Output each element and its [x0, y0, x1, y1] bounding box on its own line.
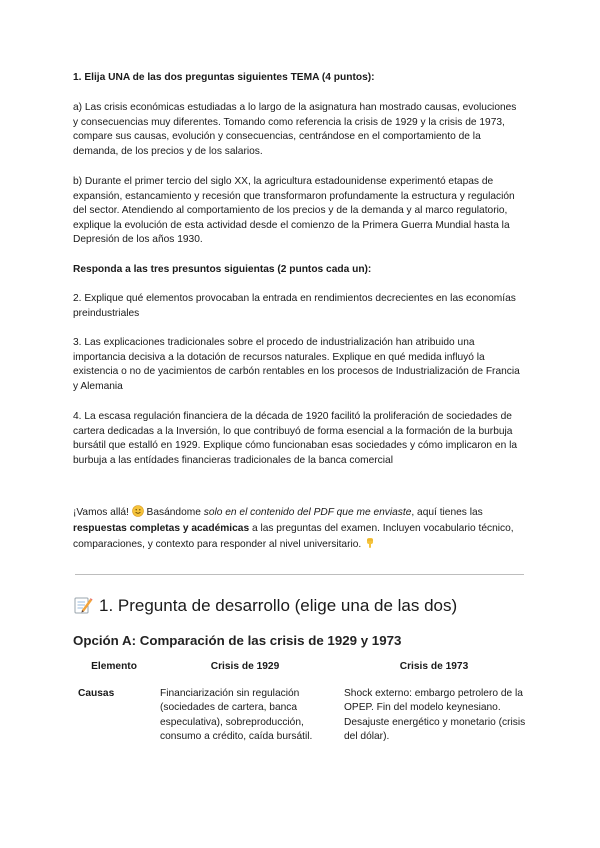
intro-part-6: a las preguntas del examen. Incluyen vocabulario técnico, comparaciones, y contexto para responder al nivel universitario. [73, 523, 514, 550]
section-heading-text: 1. Pregunta de desarrollo (elige una de las dos) [99, 596, 458, 615]
question-a [73, 101, 523, 159]
question-b [73, 175, 523, 248]
table-row-1929: Financiarización sin regulación (sociedades de cartera, banca especulativa), sobreproducción, consumo a crédito, caída bursátil. [160, 688, 313, 743]
intro-part-1: ¡Vamos allá! [73, 507, 132, 518]
question-4 [73, 410, 523, 468]
question-3-text: 3. Las explicaciones tradicionales sobre el procedo de industrialización han atribuido una importancia decisiva a la dotación de recursos naturales. Explique en qué medida influyó la existencia o no de yacimientos de carbón rentables en los procesos de Industrialización de Francia y Alemania [73, 337, 520, 392]
intro-part-4: , aquí tienes las [411, 507, 483, 518]
table-header-element: Elemento [91, 661, 137, 672]
table-row-1973: Shock externo: embargo petrolero de la OPEP. Fin del modelo keynesiano. Desajuste energético y monetario (crisis del dólar). [344, 688, 526, 743]
answer-intro [73, 505, 533, 553]
question-2 [73, 292, 523, 321]
backhand-index-pointing-down-icon [364, 537, 376, 549]
section-heading [73, 595, 457, 617]
intro-part-2: Basándome [143, 507, 204, 518]
table-header-1973: Crisis de 1973 [399, 661, 469, 672]
question-3 [73, 336, 523, 394]
option-heading: Opción A: Comparación de las crisis de 1929 y 1973 [73, 633, 402, 648]
intro-part-5: respuestas completas y académicas [73, 523, 250, 534]
exam-heading-2 [73, 263, 523, 278]
table-header-1929: Crisis de 1929 [210, 661, 280, 672]
exam-heading-1 [73, 71, 523, 86]
question-a-text: a) Las crisis económicas estudiadas a lo largo de la asignatura han mostrado causas, evoluciones y consecuencias muy diferentes. Tomando como referencia la crisis de 1929 y la crisis de 1973, compare sus causas, evolución y consecuencias, centrándose en el comportamiento de la demanda, de los precios y de los salarios. [73, 102, 517, 157]
exam-heading-1-text: 1. Elija UNA de las dos preguntas siguientes TEMA (4 puntos): [73, 72, 375, 83]
table-row-element: Causas [78, 688, 115, 699]
intro-part-3: solo en el contenido del PDF que me enviaste [203, 507, 412, 518]
question-4-text: 4. La escasa regulación financiera de la década de 1920 facilitó la proliferación de sociedades de cartera dedicadas a la Inversión, lo que contribuyó de forma esencial a la formación de la burbuja bursátil que estalló en 1929. Explique cómo funcionaban esas sociedades y cómo implicaron en la burbuja a las entídades financieras tradicionales de la banca comercial [73, 411, 517, 466]
horizontal-rule [75, 574, 524, 575]
memo-pencil-icon [73, 595, 93, 615]
smiling-face-icon [132, 505, 144, 517]
question-b-text: b) Durante el primer tercio del siglo XX, la agricultura estadounidense experimentó etapas de expansión, estancamiento y recesión que transformaron profundamente la estructura y regulación del sector. Atendiendo al comportamiento de los precios y de la demanda y al marco regulatorio, explique la evolución de esta actividad desde el comienzo de la Primera Guerra Mundial hasta la Depresión de los años 1930. [73, 176, 515, 246]
exam-heading-2-text: Responda a las tres presuntos siguientas (2 puntos cada un): [73, 264, 372, 275]
question-2-text: 2. Explique qué elementos provocaban la entrada en rendimientos decrecientes en las economías preindustriales [73, 293, 516, 319]
